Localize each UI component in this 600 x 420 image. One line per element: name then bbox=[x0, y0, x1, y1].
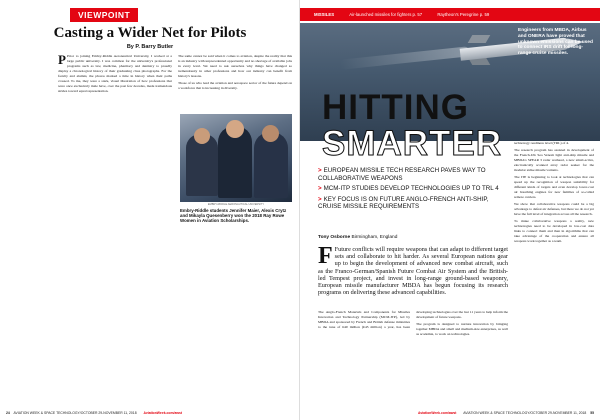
website-link[interactable]: AviationWeek.com/awst bbox=[143, 411, 182, 415]
body-paragraph: To make collaborative weapons a reality, new technologies need to be developed in low-cost data links to connect them and then in algorithms that can take advantage of the cooperation and ensure all weapons work together as a team. bbox=[514, 219, 594, 243]
page-number: 55 bbox=[590, 411, 594, 415]
body-paragraph bbox=[58, 54, 172, 94]
article-byline: By P. Barry Butler bbox=[126, 44, 174, 50]
body-paragraph: The Anglo-French Materials and Components for Missiles Innovation and Technology Partnership (MCM-ITP), led by MBDA and sponsored by French and British defense ministries to the tune of €40 million (€45 million) a year, has been developing technologies over the last 11 years to help inform the development of future weapons. bbox=[318, 310, 508, 329]
photo-caption: Embry-Riddle students Jennifer Maier, Alexis Crytz and Mikayla Quesenberry won the 2018 Ray Rowe Women in Aviation Scholarships. bbox=[180, 208, 287, 224]
key-point: > EUROPEAN MISSILE TECH RESEARCH PAVES WAY TO COLLABORATIVE WEAPONS bbox=[318, 167, 486, 182]
page-footer bbox=[300, 411, 594, 415]
headline-line-2: SMARTER bbox=[322, 124, 503, 163]
body-paragraph: technology readiness level (TRL) of 4. bbox=[514, 141, 569, 145]
paragraph-text: Prior to joining Embry-Riddle Aeronautical University, I worked at a large public university. I was common for the university's professional programs such as law, medicine, pharmacy and dentistry to proudly display a chronological history of their graduating class photographs. For the faculty and alumni, the photos marked a time in history when their paths crossed. To me, they were a stark, visual illustration of how professions that were once exclusively male have, over the past few decades, made tremendous strides toward equal representation. bbox=[58, 54, 172, 93]
photo-credit: EMBRY-RIDDLE AERONAUTICAL UNIVERSITY bbox=[207, 203, 265, 206]
arrow-icon: > bbox=[318, 195, 322, 203]
body-paragraph: The same cannot be said when it comes to aviation, despite the reality that this is an industry with unprecedented opportunity and no shortage of available jobs in every level. We need to ask ourselves why things have changed so tremendously in other professions and how our industry can benefit from history's lessons. bbox=[178, 54, 292, 78]
students-photo bbox=[180, 114, 292, 202]
author-location: Birmingham, England bbox=[351, 235, 398, 240]
right-page bbox=[300, 0, 600, 420]
key-point: > KEY FOCUS IS ON FUTURE ANGLO-FRENCH ANTI-SHIP, CRUISE MISSILE REQUIREMENTS bbox=[318, 195, 489, 210]
body-paragraph: We show that collaborative weapons could be a big advantage to defeat air defenses, but there we do not yet have the full level of integration across all the research. bbox=[514, 202, 594, 216]
section-tab: VIEWPOINT bbox=[70, 8, 138, 22]
article-body-column bbox=[514, 141, 594, 407]
publication-line: AVIATION WEEK & SPACE TECHNOLOGY/OCTOBER 29-NOVEMBER 11, 2018 bbox=[463, 411, 587, 415]
drop-cap: F bbox=[318, 243, 333, 269]
article-body bbox=[58, 54, 292, 394]
article-lede: F Future conflicts will require weapons that can adapt to different target sets and collaborate to hit harder. As several European nations gear up to begin the development of advanced new combat aircraft, such as the Franco-German/Spanish Future Combat Air System and the British-led Tempest project, and invest in long-range ground-based weaponry, European missile manufacturer MBDA has begun focusing its research programs on delivering these advanced capabilities. bbox=[318, 243, 508, 297]
body-paragraph: Those of us who lead the aviation and aerospace sector of the future depend on a workforce that is increasing in diversity. bbox=[178, 81, 292, 90]
article-title: Casting a Wider Net for Pilots bbox=[53, 25, 247, 41]
arrow-icon: > bbox=[318, 167, 322, 174]
section-label: MISSILES bbox=[314, 12, 335, 17]
page-number: 24 bbox=[6, 411, 10, 415]
body-paragraph: The research program has assisted in development of the French-UK Sea Venom light anti-ship missile and MBDA's SPEAR 3 radar warhead, a new small-active, electronically scanned array radar seeker for the modular strike missile variants. bbox=[514, 148, 594, 172]
page-footer bbox=[6, 411, 182, 415]
section-teaser[interactable]: Air-launched missiles for fighters p. 57 bbox=[349, 12, 423, 17]
section-bar bbox=[300, 8, 600, 21]
hero-caption: Engineers from MBDA, Airbus and ONERA have proved that unknown emissions can be used to connect IRS drift for long-range cruise missiles. bbox=[518, 28, 593, 57]
key-point: > MCM-ITP STUDIES DEVELOP TECHNOLOGIES UP TO TRL 4 bbox=[318, 185, 499, 192]
section-teaser[interactable]: Raytheon's Peregrine p. 59 bbox=[437, 12, 490, 17]
headline-line-1: HITTING bbox=[322, 88, 469, 127]
author-name: Tony Osborne bbox=[318, 235, 351, 240]
article-body bbox=[318, 310, 508, 406]
key-points bbox=[318, 167, 508, 214]
publication-line: AVIATION WEEK & SPACE TECHNOLOGY/OCTOBER 29-NOVEMBER 11, 2018 bbox=[13, 411, 137, 415]
drop-cap: P bbox=[58, 54, 66, 67]
body-paragraph: The ITP is beginning to look at technologies that can speed up the recognition of weapon suitability for different kinds of targets and even develop lower-cost air breathing engines for new families of so-called remote carriers. bbox=[514, 175, 594, 199]
website-link[interactable]: AviationWeek.com/awst bbox=[418, 411, 457, 415]
article-byline bbox=[318, 235, 397, 240]
body-paragraph: The program is designed to nurture innovation by bringing together MBDA and small and medium-size enterprises, as well as academia, to work on technologies. bbox=[416, 322, 508, 336]
arrow-icon: > bbox=[318, 185, 322, 192]
